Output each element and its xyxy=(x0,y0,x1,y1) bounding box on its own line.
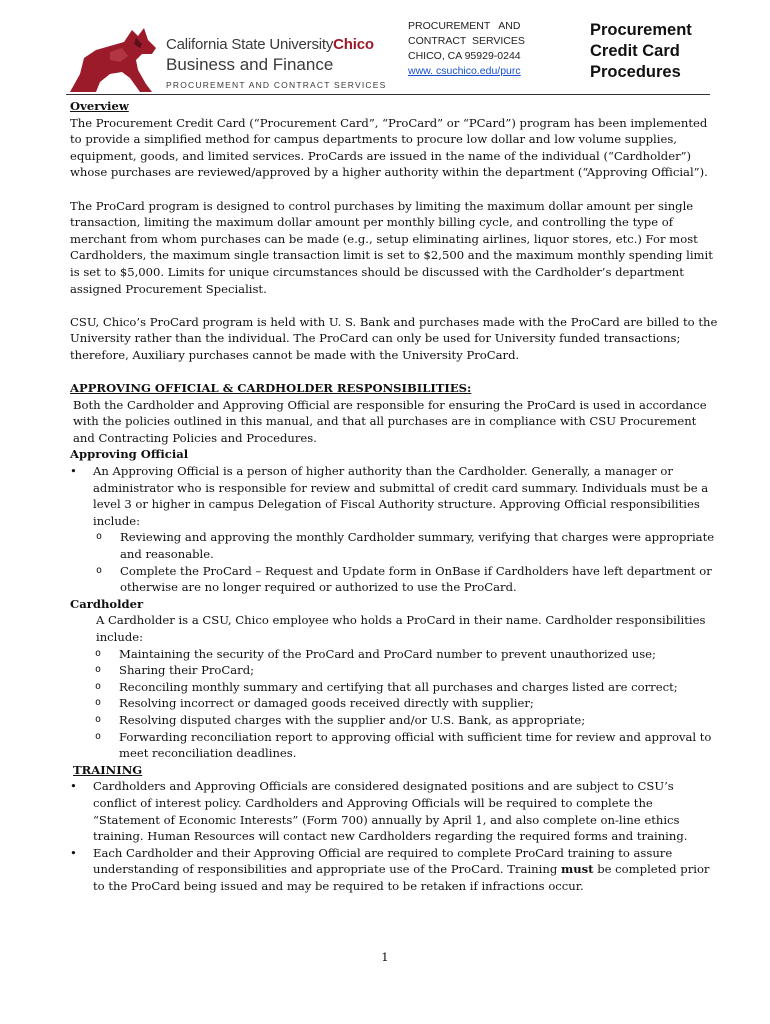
title-line-3: Procedures xyxy=(590,63,681,81)
approving-official-heading: Approving Official xyxy=(70,447,189,462)
address-block xyxy=(408,19,525,79)
header-divider xyxy=(66,94,710,95)
overview-paragraph-3: CSU, Chico’s ProCard program is held with U. S. Bank and purchases made with the ProCard are billed to the University rather than the individual. The ProCard can only be used for University funded transactions; therefore, Auxiliary purchases cannot be made with the University ProCard. xyxy=(70,314,718,362)
list-item: o Resolving incorrect or damaged goods received directly with supplier; xyxy=(92,695,720,712)
cardholder-heading: Cardholder xyxy=(70,596,144,611)
overview-paragraph-2: The ProCard program is designed to control purchases by limiting the maximum dollar amount per single transaction, limiting the maximum dollar amount per monthly billing cycle, and controlling the type of merchant from whom purchases can be made (e.g., setup eliminating airlines, liquor stores, etc.) For most Cardholders, the maximum single transaction limit is set to $2,500 and the maximum monthly spending limit is set to $5,000. Limits for unique circumstances should be discussed with the Cardholder’s department assigned Procurement Specialist. xyxy=(70,198,713,296)
overview-paragraph-1: The Procurement Credit Card (“Procurement Card”, “ProCard” or “PCard”) program has been implemented to provide a simplified method for campus departments to procure low dollar and low volume supplies, equipment, goods, and limited services. ProCards are issued in the name of the individual (“Cardholder”) whose purchases are reviewed/approved by a higher authority within the department (“Approving Official”). xyxy=(70,115,708,180)
document-title xyxy=(590,20,692,83)
title-line-1: Procurement xyxy=(590,21,692,39)
list-item: o Sharing their ProCard; xyxy=(92,662,720,679)
university-name: California State UniversityChico xyxy=(166,36,374,53)
list-item: o Complete the ProCard – Request and Update form in OnBase if Cardholders have left department or otherwise are no longer required or authorized to use the ProCard. xyxy=(93,563,720,596)
address-line-2: CONTRACT SERVICES xyxy=(408,35,525,47)
training-list xyxy=(70,778,720,894)
wildcat-mascot-icon xyxy=(66,22,158,94)
cardholder-intro: A Cardholder is a CSU, Chico employee who holds a ProCard in their name. Cardholder responsibilities include: xyxy=(96,613,706,644)
list-item: o Forwarding reconciliation report to approving official with sufficient time for review and approval to meet reconciliation deadlines. xyxy=(92,729,720,762)
cardholder-duties xyxy=(70,646,720,762)
list-item: • Each Cardholder and their Approving Official are required to complete ProCard training to assure understanding of responsibilities and appropriate use of the ProCard. Training must be completed prior to the ProCard being issued and may be required to be retaken if infractions occur. xyxy=(70,845,720,895)
responsibilities-intro: Both the Cardholder and Approving Official are responsible for ensuring the ProCard is used in accordance with the policies outlined in this manual, and that all purchases are in compliance with CSU Procurement and Contracting Policies and Procedures. xyxy=(73,397,707,445)
list-item: o Reviewing and approving the monthly Cardholder summary, verifying that charges were appropriate and reasonable. xyxy=(93,529,720,562)
approving-official-description: An Approving Official is a person of higher authority than the Cardholder. Generally, a manager or administrator who is responsible for review and submittal of credit card summary. Individuals must be a level 3 or higher in campus Delegation of Fiscal Authority structure. Approving Official responsibilities include: xyxy=(93,464,709,528)
list-item xyxy=(70,463,720,596)
website-link[interactable]: www. csuchico.edu/purc xyxy=(408,65,521,77)
department-name: PROCUREMENT AND CONTRACT SERVICES xyxy=(166,80,387,90)
list-item: o Resolving disputed charges with the supplier and/or U.S. Bank, as appropriate; xyxy=(92,712,720,729)
address-line-3: CHICO, CA 95929-0244 xyxy=(408,50,521,62)
responsibilities-heading: APPROVING OFFICIAL & CARDHOLDER RESPONSIBILITIES: xyxy=(70,381,472,396)
list-item: o Reconciling monthly summary and certifying that all purchases and charges listed are correct; xyxy=(92,679,720,696)
overview-heading: Overview xyxy=(70,99,129,113)
division-name: Business and Finance xyxy=(166,55,334,74)
training-heading: TRAINING xyxy=(73,762,143,777)
list-item: • Cardholders and Approving Officials are considered designated positions and are subject to CSU’s conflict of interest policy. Cardholders and Approving Officials will be required to complete the “Statement of Economic Interests” (Form 700) annually by April 1, and also complete on-line ethics training. Human Resources will contact new Cardholders regarding the required forms and training. xyxy=(70,778,720,844)
csu-chico-logo xyxy=(66,22,396,94)
address-line-1: PROCUREMENT AND xyxy=(408,20,521,32)
approving-official-list xyxy=(70,463,720,596)
list-item: o Maintaining the security of the ProCard and ProCard number to prevent unauthorized use; xyxy=(92,646,720,663)
document-body xyxy=(70,98,720,895)
title-line-2: Credit Card xyxy=(590,42,680,60)
page-number: 1 xyxy=(381,950,389,964)
approving-official-duties xyxy=(93,529,720,595)
